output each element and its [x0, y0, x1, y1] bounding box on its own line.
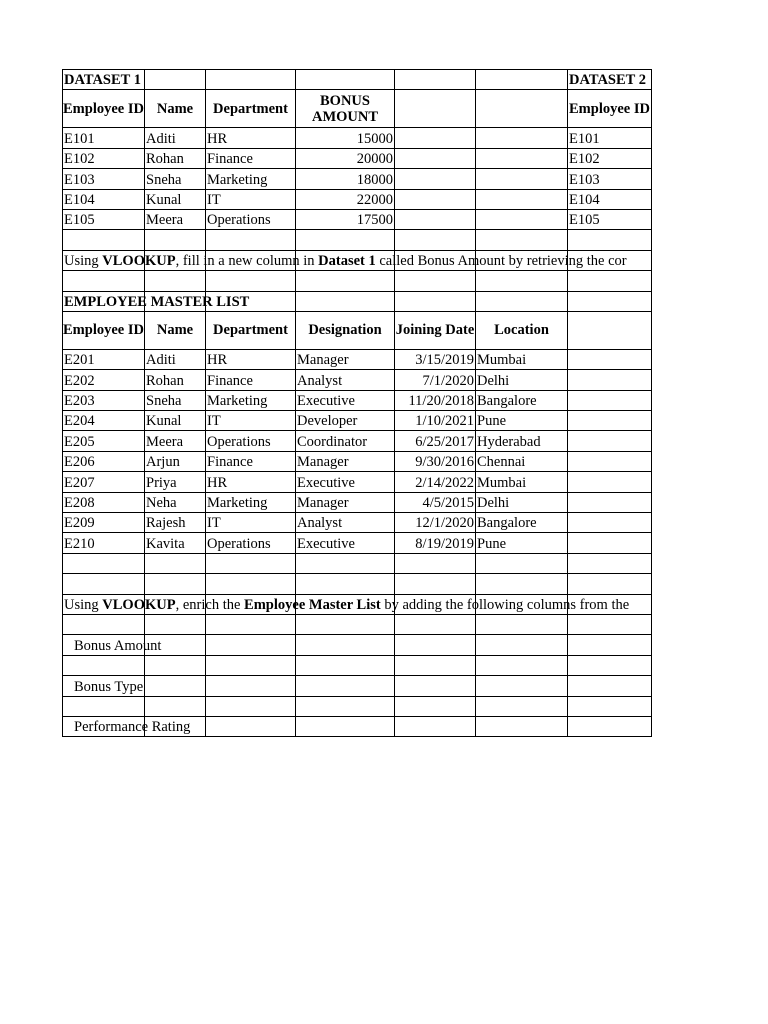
cell-name[interactable]: Sneha: [145, 169, 206, 189]
cell[interactable]: [206, 716, 296, 736]
table-row: [63, 513, 652, 533]
cell-designation[interactable]: Analyst: [296, 370, 395, 390]
cell-department[interactable]: Finance: [206, 148, 296, 168]
cell-joining-date[interactable]: 1/10/2021: [395, 411, 476, 431]
cell[interactable]: [568, 553, 652, 573]
table-row: [63, 349, 652, 369]
cell[interactable]: [206, 696, 296, 716]
cell-department[interactable]: IT: [206, 513, 296, 533]
cell[interactable]: [145, 574, 206, 594]
cell-joining-date[interactable]: 2/14/2022: [395, 472, 476, 492]
cell[interactable]: [395, 635, 476, 655]
cell-name[interactable]: Aditi: [145, 128, 206, 148]
column-to-add-performance-rating[interactable]: [63, 716, 191, 736]
cell[interactable]: [63, 553, 145, 573]
cell-dataset2-employee-id[interactable]: E105: [568, 209, 652, 229]
cell-department[interactable]: Finance: [206, 451, 296, 471]
cell-name[interactable]: Meera: [145, 431, 206, 451]
cell-name[interactable]: Priya: [145, 472, 206, 492]
cell[interactable]: [296, 553, 395, 573]
cell-designation[interactable]: Analyst: [296, 513, 395, 533]
cell-bonus-amount[interactable]: 15000: [296, 128, 395, 148]
cell-bonus-amount[interactable]: 20000: [296, 148, 395, 168]
cell-employee-id[interactable]: E104: [63, 189, 145, 209]
cell[interactable]: [206, 553, 296, 573]
cell-employee-id[interactable]: E208: [63, 492, 145, 512]
instruction-2-bold: Employee Master List: [244, 596, 381, 613]
cell-employee-id[interactable]: E102: [63, 148, 145, 168]
cell-joining-date[interactable]: 4/5/2015: [395, 492, 476, 512]
cell[interactable]: [206, 676, 296, 696]
cell-designation[interactable]: Developer: [296, 411, 395, 431]
instruction-2[interactable]: [63, 594, 630, 614]
table-row: [63, 472, 652, 492]
cell-location[interactable]: Pune: [476, 533, 568, 553]
cell[interactable]: [476, 574, 568, 594]
cell[interactable]: [145, 655, 206, 675]
cell-employee-id[interactable]: E105: [63, 209, 145, 229]
cell-department[interactable]: Marketing: [206, 169, 296, 189]
header-name[interactable]: Name: [145, 90, 206, 128]
cell[interactable]: [206, 655, 296, 675]
dataset1-title[interactable]: DATASET 1: [63, 70, 145, 90]
cell[interactable]: [145, 553, 206, 573]
cell-designation[interactable]: Executive: [296, 533, 395, 553]
cell[interactable]: [476, 676, 568, 696]
cell[interactable]: [395, 553, 476, 573]
table-row: [63, 533, 652, 553]
instruction-1[interactable]: [63, 250, 627, 270]
cell-designation[interactable]: Manager: [296, 349, 395, 369]
cell[interactable]: [296, 70, 395, 90]
cell[interactable]: [145, 70, 206, 90]
cell[interactable]: [568, 716, 652, 736]
cell-employee-id[interactable]: E206: [63, 451, 145, 471]
column-to-add-label: Bonus Amount: [74, 637, 162, 654]
cell[interactable]: [395, 676, 476, 696]
dataset2-header-employee-id[interactable]: Employee ID: [568, 90, 652, 128]
cell-employee-id[interactable]: E203: [63, 390, 145, 410]
cell[interactable]: [145, 676, 206, 696]
cell[interactable]: [206, 614, 296, 634]
cell[interactable]: [395, 614, 476, 634]
cell-designation[interactable]: Executive: [296, 390, 395, 410]
cell-name[interactable]: Rajesh: [145, 513, 206, 533]
cell-employee-id[interactable]: E210: [63, 533, 145, 553]
cell[interactable]: [63, 574, 145, 594]
cell[interactable]: [296, 614, 395, 634]
cell[interactable]: [145, 271, 206, 291]
cell-dataset2-employee-id[interactable]: E102: [568, 148, 652, 168]
sheet-row: [63, 230, 652, 250]
instruction-1-text: Using: [64, 253, 103, 270]
cell-name[interactable]: Rohan: [145, 148, 206, 168]
cell[interactable]: [296, 696, 395, 716]
sheet-row: [63, 574, 652, 594]
cell[interactable]: [476, 553, 568, 573]
cell[interactable]: [296, 716, 395, 736]
sheet-row: [63, 90, 652, 128]
table-row: [63, 189, 652, 209]
cell[interactable]: [296, 271, 395, 291]
cell[interactable]: [63, 655, 145, 675]
table-row: [63, 451, 652, 471]
cell[interactable]: [395, 230, 476, 250]
cell-name[interactable]: Sneha: [145, 390, 206, 410]
cell-designation[interactable]: Manager: [296, 451, 395, 471]
cell-location[interactable]: Delhi: [476, 492, 568, 512]
cell[interactable]: [476, 716, 568, 736]
cell[interactable]: [296, 676, 395, 696]
cell[interactable]: [296, 655, 395, 675]
cell-department[interactable]: Marketing: [206, 492, 296, 512]
cell-joining-date[interactable]: 8/19/2019: [395, 533, 476, 553]
cell-location[interactable]: Hyderabad: [476, 431, 568, 451]
cell[interactable]: [568, 533, 652, 553]
instruction-1-bold: VLOOKUP: [102, 253, 176, 270]
cell[interactable]: [568, 451, 652, 471]
cell-employee-id[interactable]: E103: [63, 169, 145, 189]
cell[interactable]: [395, 271, 476, 291]
table-row: [63, 148, 652, 168]
cell-dataset2-employee-id[interactable]: E104: [568, 189, 652, 209]
master-list-title[interactable]: [63, 291, 250, 311]
column-to-add-bonus-type[interactable]: [63, 676, 145, 696]
cell-department[interactable]: HR: [206, 349, 296, 369]
sheet-row: [63, 250, 652, 270]
cell[interactable]: [145, 230, 206, 250]
cell[interactable]: [395, 655, 476, 675]
header-department[interactable]: Department: [206, 90, 296, 128]
cell[interactable]: [568, 370, 652, 390]
cell[interactable]: [568, 230, 652, 250]
cell[interactable]: [395, 716, 476, 736]
sheet-row: [63, 635, 652, 655]
cell-name[interactable]: Arjun: [145, 451, 206, 471]
cell-name[interactable]: Aditi: [145, 349, 206, 369]
header-joining-date[interactable]: Joining Date: [395, 311, 476, 349]
sheet-row: [63, 311, 652, 349]
cell[interactable]: [568, 676, 652, 696]
master-list-rows: [63, 349, 652, 553]
column-to-add-label: Performance Rating: [74, 719, 191, 736]
cell-employee-id[interactable]: E204: [63, 411, 145, 431]
cell-joining-date[interactable]: 7/1/2020: [395, 370, 476, 390]
cell-employee-id[interactable]: E101: [63, 128, 145, 148]
cell[interactable]: [476, 169, 568, 189]
cell[interactable]: [568, 411, 652, 431]
instruction-2-text: , enrich the: [175, 596, 245, 613]
cell-name[interactable]: Kunal: [145, 189, 206, 209]
cell[interactable]: [395, 574, 476, 594]
column-to-add-label: Bonus Type: [74, 678, 144, 695]
cell[interactable]: [206, 271, 296, 291]
cell-department[interactable]: Operations: [206, 533, 296, 553]
cell-bonus-amount[interactable]: 22000: [296, 189, 395, 209]
cell[interactable]: [395, 169, 476, 189]
dataset2-title[interactable]: DATASET 2: [568, 70, 652, 90]
cell[interactable]: [206, 635, 296, 655]
sheet-row: [63, 614, 652, 634]
cell-joining-date[interactable]: 3/15/2019: [395, 349, 476, 369]
cell-employee-id[interactable]: E201: [63, 349, 145, 369]
cell[interactable]: [395, 189, 476, 209]
cell-joining-date[interactable]: 12/1/2020: [395, 513, 476, 533]
cell[interactable]: [395, 148, 476, 168]
cell[interactable]: [476, 271, 568, 291]
header-bonus-amount[interactable]: BONUS AMOUNT: [296, 90, 395, 128]
cell[interactable]: [145, 614, 206, 634]
cell[interactable]: [476, 128, 568, 148]
cell[interactable]: [476, 189, 568, 209]
cell-department[interactable]: HR: [206, 128, 296, 148]
cell-name[interactable]: Neha: [145, 492, 206, 512]
cell[interactable]: [568, 635, 652, 655]
cell[interactable]: [206, 574, 296, 594]
sheet-row: [63, 655, 652, 675]
sheet-row: [63, 553, 652, 573]
sheet-row: [63, 676, 652, 696]
cell-joining-date[interactable]: 11/20/2018: [395, 390, 476, 410]
cell[interactable]: [395, 90, 476, 128]
cell-employee-id[interactable]: E202: [63, 370, 145, 390]
cell[interactable]: [568, 614, 652, 634]
cell-location[interactable]: Chennai: [476, 451, 568, 471]
sheet-row: [63, 696, 652, 716]
cell-department[interactable]: IT: [206, 411, 296, 431]
cell-name[interactable]: Kavita: [145, 533, 206, 553]
cell[interactable]: [476, 90, 568, 128]
cell-location[interactable]: Bangalore: [476, 513, 568, 533]
instruction-1-text: called Bonus Amount by retrieving the cor: [375, 253, 627, 270]
table-row: [63, 390, 652, 410]
header-designation[interactable]: Designation: [296, 311, 395, 349]
table-row: [63, 128, 652, 148]
cell-department[interactable]: Operations: [206, 431, 296, 451]
cell[interactable]: [568, 696, 652, 716]
cell[interactable]: [63, 271, 145, 291]
cell[interactable]: [145, 696, 206, 716]
cell-department[interactable]: Marketing: [206, 390, 296, 410]
cell-employee-id[interactable]: E209: [63, 513, 145, 533]
cell-department[interactable]: IT: [206, 189, 296, 209]
header-employee-id[interactable]: Employee ID: [63, 311, 145, 349]
header-name[interactable]: Name: [145, 311, 206, 349]
cell[interactable]: [476, 291, 568, 311]
cell[interactable]: [395, 209, 476, 229]
cell[interactable]: [568, 291, 652, 311]
cell[interactable]: [395, 696, 476, 716]
cell[interactable]: [476, 614, 568, 634]
cell[interactable]: [206, 70, 296, 90]
cell[interactable]: [476, 70, 568, 90]
cell[interactable]: [476, 655, 568, 675]
cell[interactable]: [395, 291, 476, 311]
header-employee-id[interactable]: Employee ID: [63, 90, 145, 128]
cell-department[interactable]: HR: [206, 472, 296, 492]
table-row: [63, 209, 652, 229]
table-row: [63, 411, 652, 431]
cell[interactable]: [296, 230, 395, 250]
table-row: [63, 370, 652, 390]
cell-name[interactable]: Kunal: [145, 411, 206, 431]
cell[interactable]: [568, 472, 652, 492]
instruction-1-bold: Dataset 1: [318, 253, 376, 270]
cell[interactable]: [63, 230, 145, 250]
instruction-2-text: by adding the following columns from the: [380, 596, 630, 613]
cell-location[interactable]: Delhi: [476, 370, 568, 390]
cell-location[interactable]: Bangalore: [476, 390, 568, 410]
cell[interactable]: [476, 148, 568, 168]
cell-designation[interactable]: Coordinator: [296, 431, 395, 451]
cell[interactable]: [296, 635, 395, 655]
cell[interactable]: [568, 574, 652, 594]
cell-bonus-amount[interactable]: 17500: [296, 209, 395, 229]
cell[interactable]: [568, 349, 652, 369]
cell-designation[interactable]: Executive: [296, 472, 395, 492]
column-to-add-bonus-amount[interactable]: [63, 635, 162, 655]
cell[interactable]: [395, 70, 476, 90]
cell-joining-date[interactable]: 6/25/2017: [395, 431, 476, 451]
instruction-2-bold: VLOOKUP: [102, 596, 176, 613]
cell-designation[interactable]: Manager: [296, 492, 395, 512]
cell[interactable]: [568, 513, 652, 533]
instruction-2-text: Using: [64, 596, 103, 613]
sheet-row: [63, 271, 652, 291]
sheet-row: [63, 594, 652, 614]
header-location[interactable]: Location: [476, 311, 568, 349]
cell[interactable]: [476, 696, 568, 716]
cell-joining-date[interactable]: 9/30/2016: [395, 451, 476, 471]
cell-dataset2-employee-id[interactable]: E103: [568, 169, 652, 189]
cell[interactable]: [568, 311, 652, 349]
cell-name[interactable]: Rohan: [145, 370, 206, 390]
table-row: [63, 431, 652, 451]
cell-location[interactable]: Pune: [476, 411, 568, 431]
cell-department[interactable]: Finance: [206, 370, 296, 390]
instruction-1-text: , fill in a new column in: [175, 253, 319, 270]
cell-employee-id[interactable]: E205: [63, 431, 145, 451]
cell-employee-id[interactable]: E207: [63, 472, 145, 492]
cell[interactable]: [568, 271, 652, 291]
cell-dataset2-employee-id[interactable]: E101: [568, 128, 652, 148]
table-row: [63, 492, 652, 512]
cell[interactable]: [568, 655, 652, 675]
table-row: [63, 169, 652, 189]
cell-location[interactable]: Mumbai: [476, 349, 568, 369]
sheet-row: [63, 291, 652, 311]
cell[interactable]: [476, 635, 568, 655]
sheet-row: [63, 716, 652, 736]
cell[interactable]: [476, 230, 568, 250]
cell-department[interactable]: Operations: [206, 209, 296, 229]
cell[interactable]: [63, 696, 145, 716]
cell[interactable]: [476, 209, 568, 229]
cell[interactable]: [296, 291, 395, 311]
cell[interactable]: [568, 431, 652, 451]
header-department[interactable]: Department: [206, 311, 296, 349]
cell-location[interactable]: Mumbai: [476, 472, 568, 492]
cell[interactable]: [568, 390, 652, 410]
cell[interactable]: [296, 574, 395, 594]
cell[interactable]: [63, 614, 145, 634]
cell[interactable]: [568, 492, 652, 512]
cell-name[interactable]: Meera: [145, 209, 206, 229]
sheet-row: [63, 70, 652, 90]
cell[interactable]: [206, 230, 296, 250]
cell[interactable]: [395, 128, 476, 148]
master-list-title-text: EMPLOYEE MASTER LIST: [64, 293, 250, 310]
spreadsheet-grid: [62, 69, 652, 737]
cell-bonus-amount[interactable]: 18000: [296, 169, 395, 189]
